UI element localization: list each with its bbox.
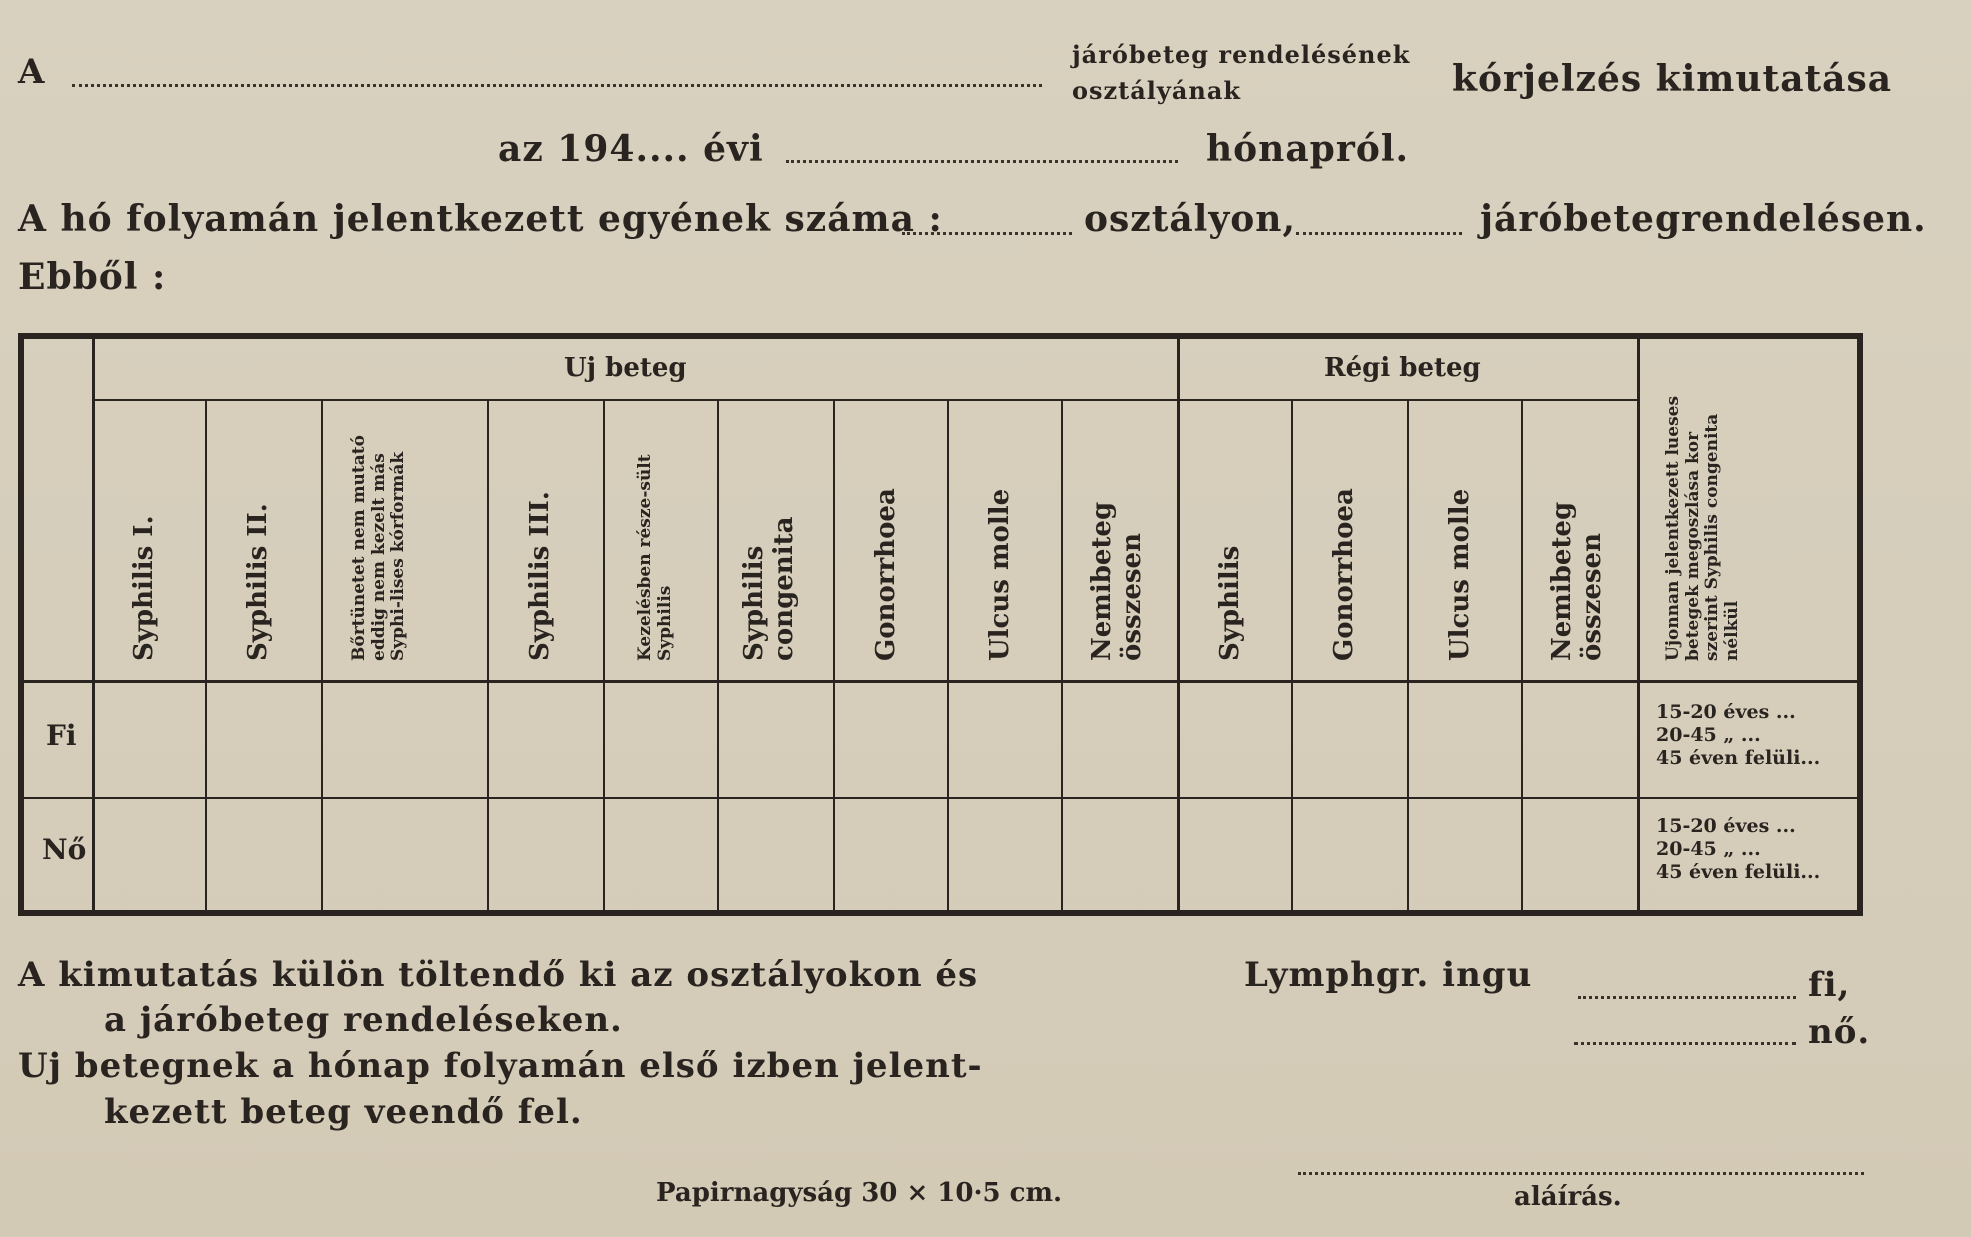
diagnosis-table xyxy=(18,333,1863,916)
col-line xyxy=(487,399,489,910)
age-row: 45 éven felüli... xyxy=(1656,860,1821,883)
header-bottom-line xyxy=(24,680,1857,683)
month-label: hónapról. xyxy=(1206,128,1410,170)
col-line xyxy=(1291,399,1293,910)
age-row: 20-45 „ ... xyxy=(1656,837,1761,860)
col-header-age-distribution: Ujonnan jelentkezett lueses betegek megoszlása kor szerint Syphilis congenita nélkül xyxy=(1663,395,1742,661)
col-header-other-forms: Bőrtünetet nem mutató eddig nem kezelt más Syphi-lises kórformák xyxy=(349,435,409,661)
lymph-female-label: nő. xyxy=(1808,1012,1871,1052)
col-line xyxy=(1521,399,1523,910)
row-divider xyxy=(24,797,1857,799)
col-line xyxy=(717,399,719,910)
outpatient-label: járóbetegrendelésen. xyxy=(1480,198,1927,240)
lymph-male-label: fi, xyxy=(1808,965,1851,1005)
col-header-old-ulcus-molle: Ulcus molle xyxy=(1445,488,1475,661)
ward-count-blank[interactable] xyxy=(902,232,1072,235)
clinic-name-blank[interactable] xyxy=(72,84,1042,87)
ward-label: osztályon, xyxy=(1084,198,1296,240)
group-split-line xyxy=(1177,339,1180,910)
lymph-male-blank[interactable] xyxy=(1578,996,1796,999)
age-row: 20-45 „ ... xyxy=(1656,723,1761,746)
col-header-old-gonorrhoea: Gonorrhoea xyxy=(1329,488,1359,661)
col-line xyxy=(1061,399,1063,910)
col-line xyxy=(603,399,605,910)
col-header-syphilis-3: Syphilis III. xyxy=(525,491,555,661)
note1-line1: A kimutatás külön töltendő ki az osztályokon és xyxy=(18,955,979,995)
col-header-ulcus-molle: Ulcus molle xyxy=(985,488,1015,661)
lymph-label: Lymphgr. ingu xyxy=(1244,955,1533,995)
clinic-line1: járóbeteg rendelésének xyxy=(1072,40,1411,69)
age-breakdown-female xyxy=(1656,815,1820,883)
prefix-label: A xyxy=(18,52,45,92)
col-header-syphilis-2: Syphilis II. xyxy=(243,503,273,661)
row-label-male: Fi xyxy=(46,719,77,752)
col-header-gonorrhoea: Gonorrhoea xyxy=(871,488,901,661)
of-which-label: Ebből : xyxy=(18,256,167,298)
col-header-treated-syphilis: Kezelésben része-sült Syphilis xyxy=(635,454,675,661)
note2-line1: Uj betegnek a hónap folyamán első izben jelent- xyxy=(18,1046,983,1086)
age-row: 15-20 éves ... xyxy=(1656,815,1796,837)
col-line xyxy=(947,399,949,910)
month-blank[interactable] xyxy=(786,160,1178,163)
group-new-header: Uj beteg xyxy=(564,353,687,383)
col-header-syphilis-1: Syphilis I. xyxy=(129,515,159,661)
col-line xyxy=(833,399,835,910)
report-title: kórjelzés kimutatása xyxy=(1452,58,1893,100)
col-header-total-new: Nemibeteg összesen xyxy=(1087,501,1147,661)
count-label: A hó folyamán jelentkezett egyének száma : xyxy=(18,198,943,240)
lymph-female-blank[interactable] xyxy=(1574,1042,1796,1045)
paper-size-note: Papirnagyság 30 × 10·5 cm. xyxy=(656,1178,1063,1208)
last-column-line xyxy=(1637,339,1640,910)
group-old-header: Régi beteg xyxy=(1324,353,1481,383)
signature-line[interactable] xyxy=(1298,1172,1864,1175)
age-row: 45 éven felüli... xyxy=(1656,746,1821,769)
outpatient-count-blank[interactable] xyxy=(1296,232,1462,235)
col-header-old-syphilis: Syphilis xyxy=(1215,545,1245,661)
signature-label: aláírás. xyxy=(1514,1182,1622,1212)
note1-line2: a járóbeteg rendeléseken. xyxy=(104,1000,623,1040)
year-label: az 194.... évi xyxy=(498,128,764,170)
note2-line2: kezett beteg veendő fel. xyxy=(104,1092,583,1132)
clinic-line2: osztályának xyxy=(1072,76,1242,105)
col-line xyxy=(321,399,323,910)
label-column-line xyxy=(92,339,95,910)
col-header-syphilis-congenita: Syphilis congenita xyxy=(739,516,799,661)
col-line xyxy=(1407,399,1409,910)
col-line xyxy=(205,399,207,910)
age-row: 15-20 éves ... xyxy=(1656,701,1796,723)
age-breakdown-male xyxy=(1656,701,1820,769)
col-header-total-old: Nemibeteg összesen xyxy=(1547,501,1607,661)
row-label-female: Nő xyxy=(42,833,87,866)
